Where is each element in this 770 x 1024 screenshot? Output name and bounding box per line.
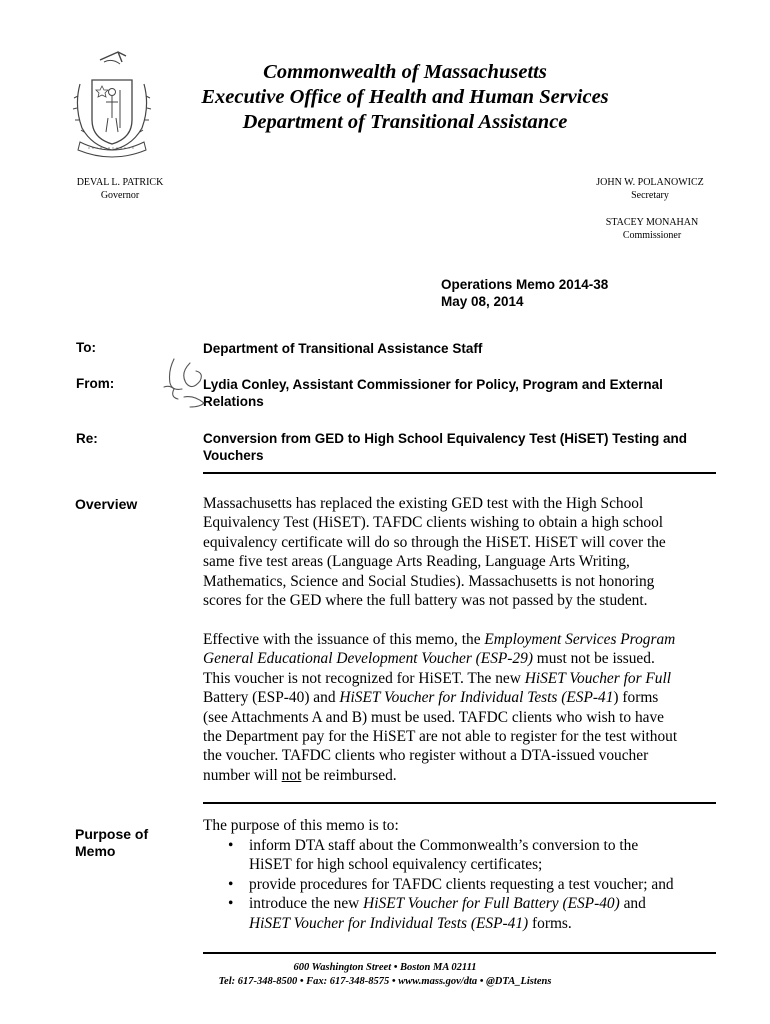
re-label: Re:: [76, 431, 98, 446]
overview-paragraph-2: [203, 630, 723, 785]
list-item: [203, 836, 723, 875]
form-title-italic: HiSET Voucher for Full Battery (ESP-40): [363, 895, 620, 913]
divider-rule: [203, 952, 716, 954]
text-run: and: [619, 895, 646, 913]
re-value: Conversion from GED to High School Equivalency Test (HiSET) Testing and Vouchers: [203, 431, 688, 463]
header-commonwealth: Commonwealth of Massachusetts: [263, 61, 547, 83]
header-executive-office: Executive Office of Health and Human Services: [201, 86, 609, 108]
text-run: must not be issued.: [532, 650, 655, 668]
commissioner-title: Commissioner: [622, 230, 682, 241]
form-title-italic: HiSET Voucher for Individual Tests (ESP-41: [339, 689, 614, 707]
purpose-list: [203, 836, 723, 933]
paragraph-line: equivalency certificate will do so through the HiSET. HiSET will cover the: [203, 533, 666, 551]
memo-number: Operations Memo 2014-38: [441, 277, 609, 292]
bullet-icon: •: [228, 875, 234, 893]
list-item-line: [249, 894, 723, 913]
text-run: Effective with the issuance of this memo, the: [203, 631, 485, 648]
purpose-label: [75, 826, 175, 860]
list-item-line: [249, 914, 723, 933]
underlined-word: not: [281, 766, 302, 784]
from-label: From:: [76, 376, 115, 391]
from-value: Lydia Conley, Assistant Commissioner for Policy, Program and External Relations: [203, 377, 663, 409]
text-run: number will: [203, 766, 282, 784]
form-title-italic: HiSET Voucher for Individual Tests (ESP-41): [249, 914, 529, 932]
list-item-line: inform DTA staff about the Commonwealth’s conversion to the: [249, 837, 639, 854]
paragraph-line: the Department pay for the HiSET are not able to register for the test without: [203, 728, 678, 746]
paragraph-line: Equivalency Test (HiSET). TAFDC clients wishing to obtain a high school: [203, 514, 664, 532]
massachusetts-seal-icon: [66, 46, 158, 164]
commissioner-name: STACEY MONAHAN: [605, 217, 699, 228]
paragraph-line: [203, 669, 723, 688]
paragraph-line: [203, 688, 723, 707]
paragraph-line: [203, 766, 723, 785]
text-run: be reimbursed.: [301, 766, 397, 784]
paragraph-line: the voucher. TAFDC clients who register without a DTA-issued voucher: [203, 747, 649, 765]
to-value: Department of Transitional Assistance Staff: [203, 341, 483, 356]
to-label: To:: [76, 340, 96, 355]
paragraph-line: same five test areas (Language Arts Reading, Language Arts Writing,: [203, 553, 630, 571]
purpose-label-line: Memo: [75, 843, 116, 859]
governor-title: Governor: [100, 190, 140, 201]
secretary-block: [580, 176, 720, 202]
list-item-line: provide procedures for TAFDC clients requesting a test voucher; and: [249, 875, 674, 893]
paragraph-line: [203, 630, 723, 649]
commissioner-block: [582, 216, 722, 242]
text-run: (ESP-40) and: [248, 689, 340, 707]
text-run: ) forms: [613, 689, 659, 707]
overview-paragraph-1: [203, 494, 723, 610]
list-item: [203, 894, 723, 933]
bullet-icon: •: [228, 895, 234, 913]
governor-name: DEVAL L. PATRICK: [76, 177, 164, 188]
memo-date: May 08, 2014: [441, 294, 524, 309]
form-title-italic: General Educational Development Voucher (ESP-29): [203, 650, 533, 668]
governor-block: [60, 176, 180, 202]
paragraph-line: [203, 649, 723, 668]
handwritten-initials-icon: [160, 357, 216, 411]
purpose-label-line: Purpose of: [75, 826, 149, 842]
bullet-icon: •: [228, 837, 234, 854]
text-run: This voucher is not recognized for HiSET. The new: [203, 669, 525, 687]
text-run: introduce the new: [249, 895, 364, 913]
header-department: Department of Transitional Assistance: [242, 111, 568, 133]
secretary-title: Secretary: [631, 190, 669, 201]
text-run: forms.: [528, 914, 572, 932]
purpose-intro: The purpose of this memo is to:: [203, 817, 399, 834]
secretary-name: JOHN W. POLANOWICZ: [596, 177, 704, 188]
form-title-italic: Employment Services Program: [484, 631, 676, 648]
memo-block: [441, 276, 608, 310]
list-item-line: HiSET for high school equivalency certificates;: [249, 856, 543, 874]
paragraph-line: (see Attachments A and B) must be used. TAFDC clients who wish to have: [203, 708, 665, 726]
overview-label: Overview: [75, 496, 138, 512]
paragraph-line: Massachusetts has replaced the existing GED test with the High School: [203, 495, 644, 512]
footer-contact: Tel: 617-348-8500 • Fax: 617-348-8575 • www.mass.gov/dta • @DTA_Listens: [218, 976, 552, 987]
divider-rule: [203, 802, 716, 804]
divider-rule: [203, 472, 716, 474]
text-run: Battery: [203, 689, 249, 707]
paragraph-line: Mathematics, Science and Social Studies). Massachusetts is not honoring: [203, 572, 655, 590]
list-item: [203, 875, 723, 894]
paragraph-line: scores for the GED where the full battery was not passed by the student.: [203, 592, 648, 610]
footer-address: 600 Washington Street • Boston MA 02111: [293, 962, 477, 973]
form-title-italic: HiSET Voucher for Full: [524, 669, 672, 687]
